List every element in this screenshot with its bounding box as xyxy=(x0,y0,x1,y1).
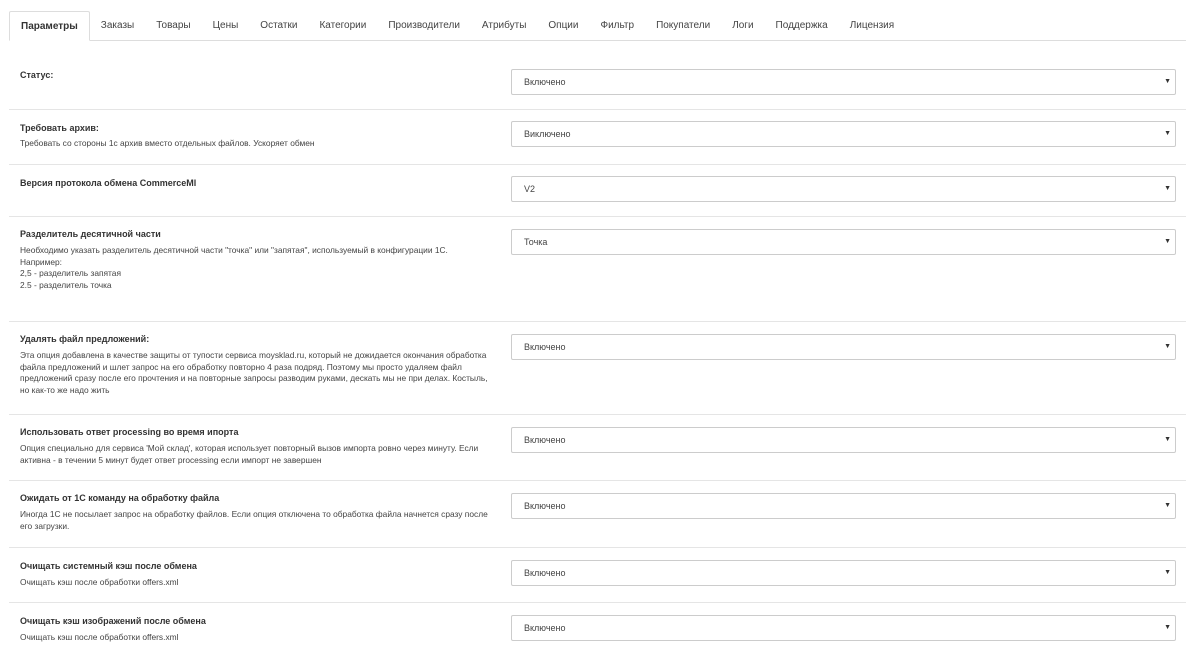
setting-help: Очищать кэш после обработки offers.xml xyxy=(20,577,179,587)
select-value: Включено xyxy=(524,435,566,445)
select-value: Включено xyxy=(524,568,566,578)
caret-down-icon: ▼ xyxy=(1164,436,1171,443)
tab-filter[interactable]: Фильтр xyxy=(600,20,635,31)
tab-prices[interactable]: Цены xyxy=(212,20,239,31)
tab-attributes[interactable]: Атрибуты xyxy=(481,20,527,31)
setting-label: Удалять файл предложений: xyxy=(20,334,150,344)
caret-down-icon: ▼ xyxy=(1164,343,1171,350)
select-value: Виключено xyxy=(524,129,571,139)
caret-down-icon: ▼ xyxy=(1164,185,1171,192)
select-value: Точка xyxy=(524,237,548,247)
tab-products[interactable]: Товары xyxy=(156,20,191,31)
tab-logs[interactable]: Логи xyxy=(732,20,754,31)
caret-down-icon: ▼ xyxy=(1164,78,1171,85)
tab-stock[interactable]: Остатки xyxy=(260,20,298,31)
setting-label: Очищать системный кэш после обмена xyxy=(20,561,197,571)
setting-row-wait-1c-command xyxy=(9,481,1186,548)
settings-form xyxy=(9,40,1186,655)
tab-customers[interactable]: Покупатели xyxy=(656,20,711,31)
select-value: V2 xyxy=(524,184,536,194)
tab-options[interactable]: Опции xyxy=(548,20,579,31)
setting-row-status xyxy=(9,40,1186,110)
caret-down-icon: ▼ xyxy=(1164,130,1171,137)
protocol-version-select[interactable] xyxy=(511,176,1176,202)
select-value: Включено xyxy=(524,342,566,352)
setting-label: Использовать ответ processing во время ипорта xyxy=(20,427,239,437)
decimal-separator-select[interactable] xyxy=(511,229,1176,255)
select-value: Включено xyxy=(524,501,566,511)
tab-manufacturers[interactable]: Производители xyxy=(388,20,460,31)
tab-categories[interactable]: Категории xyxy=(319,20,367,31)
setting-label: Ожидать от 1С команду на обработку файла xyxy=(20,493,220,503)
setting-row-processing-response xyxy=(9,415,1186,481)
setting-row-decimal-separator xyxy=(9,217,1186,322)
processing-response-select[interactable] xyxy=(511,427,1176,453)
tab-parameters[interactable]: Параметры xyxy=(9,11,90,41)
setting-label: Очищать кэш изображений после обмена xyxy=(20,616,206,626)
setting-label: Версия протокола обмена CommerceMl xyxy=(20,178,197,188)
delete-offers-file-select[interactable] xyxy=(511,334,1176,360)
setting-help: Требовать со стороны 1с архив вместо отдельных файлов. Ускоряет обмен xyxy=(20,138,315,148)
tab-license[interactable]: Лицензия xyxy=(849,20,895,31)
wait-1c-command-select[interactable] xyxy=(511,493,1176,519)
setting-row-protocol-version xyxy=(9,165,1186,217)
clear-image-cache-select[interactable] xyxy=(511,615,1176,641)
setting-help: Опция специально для сервиса 'Мой склад', которая использует повторный вызов импорта ровно через минуту. Если активна - в течении 5 минут будет ответ processing если импорт не завершен xyxy=(20,443,479,465)
setting-help: Очищать кэш после обработки offers.xml xyxy=(20,632,179,642)
setting-row-clear-system-cache xyxy=(9,548,1186,603)
setting-row-delete-offers-file xyxy=(9,322,1186,415)
tab-support[interactable]: Поддержка xyxy=(775,20,828,31)
select-value: Включено xyxy=(524,77,566,87)
setting-row-clear-image-cache xyxy=(9,603,1186,655)
setting-row-require-archive xyxy=(9,110,1186,165)
status-select[interactable] xyxy=(511,69,1176,95)
setting-help: Необходимо указать разделитель десятичной части "точка" или "запятая", используемый в конфигурации 1С. Например: 2,5 - разделитель запятая 2.5 - разделитель точка xyxy=(20,245,448,290)
require-archive-select[interactable] xyxy=(511,121,1176,147)
setting-label: Требовать архив: xyxy=(20,123,99,133)
clear-system-cache-select[interactable] xyxy=(511,560,1176,586)
caret-down-icon: ▼ xyxy=(1164,624,1171,631)
setting-label: Статус: xyxy=(20,70,54,80)
caret-down-icon: ▼ xyxy=(1164,569,1171,576)
caret-down-icon: ▼ xyxy=(1164,238,1171,245)
setting-help: Иногда 1С не посылает запрос на обработку файлов. Если опция отключена то обработка файла начнется сразу после его загрузки. xyxy=(20,509,488,531)
tab-orders[interactable]: Заказы xyxy=(100,20,135,31)
tab-bar xyxy=(9,11,1186,41)
select-value: Включено xyxy=(524,623,566,633)
caret-down-icon: ▼ xyxy=(1164,502,1171,509)
setting-label: Разделитель десятичной части xyxy=(20,229,161,239)
setting-help: Эта опция добавлена в качестве защиты от тупости сервиса moysklad.ru, который не дожидается окончания обработка файла предложений и шлет запрос на его обработку повторно 4 раза подряд. Поэтому мы просто удаляем файл предложений сразу после его прочтения и на повторные запросы разводим руками, дескать мы не при делах. Костыль, но как-то же надо жить xyxy=(20,350,488,395)
